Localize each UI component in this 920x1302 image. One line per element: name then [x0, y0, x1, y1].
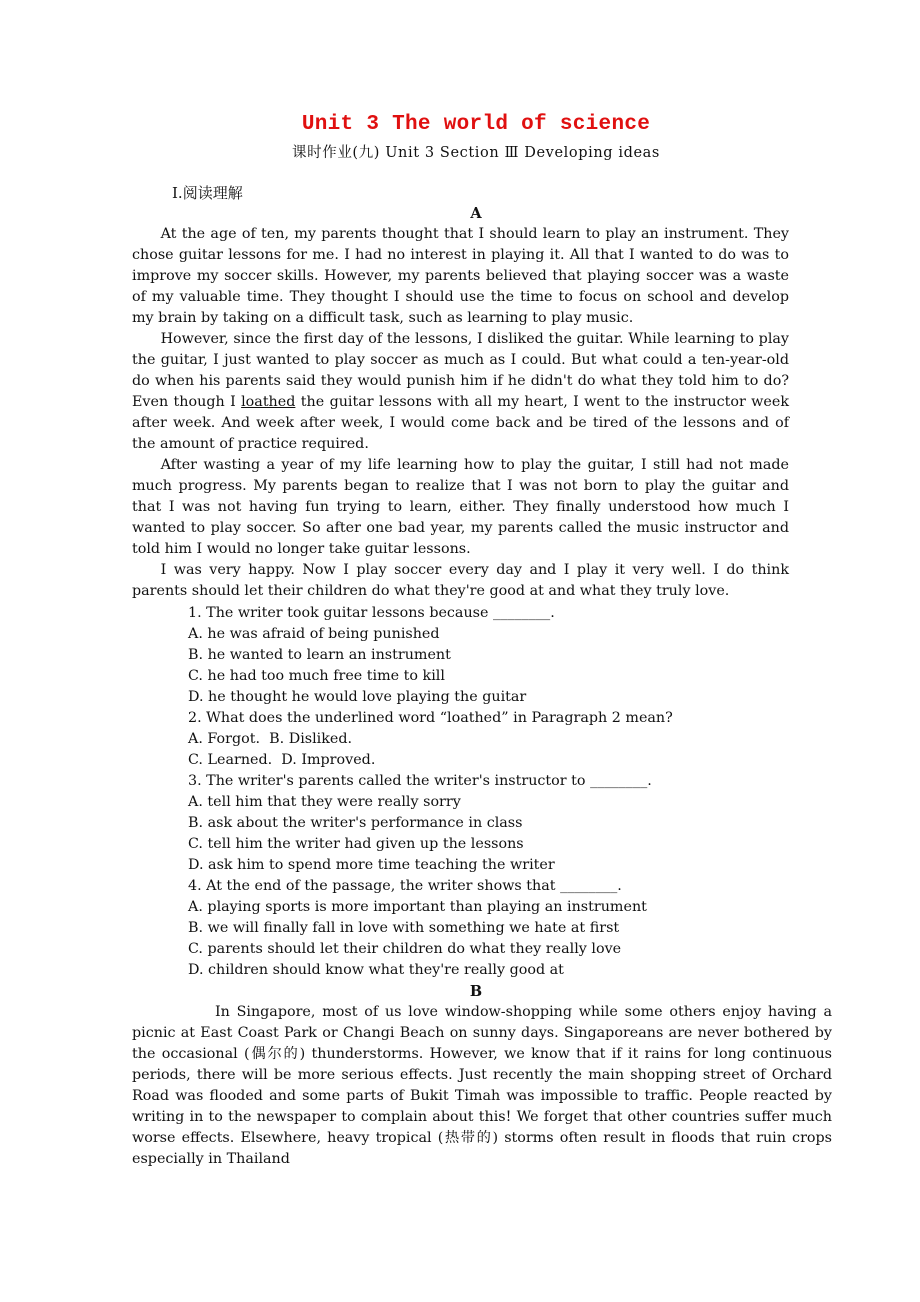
- question-3-option-a[interactable]: A. tell him that they were really sorry: [188, 794, 461, 810]
- passage-a-paragraph-2: [132, 329, 789, 455]
- question-2-options-cd[interactable]: C. Learned. D. Improved.: [188, 752, 376, 768]
- question-3-stem: 3. The writer's parents called the writer's instructor to ________.: [188, 773, 652, 789]
- question-4-option-d[interactable]: D. children should know what they're really good at: [188, 962, 564, 978]
- page-title: Unit 3 The world of science: [301, 113, 651, 136]
- passage-a-paragraph-4: I was very happy. Now I play soccer every day and I play it very well. I do think parents should let their children do what they're good at and what they truly love.: [132, 562, 789, 599]
- question-1-option-a[interactable]: A. he was afraid of being punished: [188, 626, 440, 642]
- question-1-option-b[interactable]: B. he wanted to learn an instrument: [188, 647, 451, 663]
- questions: [132, 603, 789, 981]
- question-1-option-d[interactable]: D. he thought he would love playing the guitar: [188, 689, 527, 705]
- question-3-option-c[interactable]: C. tell him the writer had given up the lessons: [188, 836, 524, 852]
- passage-b: [132, 1002, 832, 1170]
- passage-b-paragraph-1: In Singapore, most of us love window-shopping while some others enjoy having a picnic at East Coast Park or Changi Beach on sunny days. Singaporeans are never bothered by the occasional (偶尔的) thunderstorms. However, we know that if it rains for long continuous periods, there will be more serious effects. Just recently the main shopping street of Orchard Road was flooded and some parts of Bukit Timah was impossible to traffic. People reacted by writing in to the newspaper to complain about this! We forget that other countries suffer much worse effects. Elsewhere, heavy tropical (热带的) storms often result in floods that ruin crops especially in Thailand: [132, 1004, 832, 1167]
- passage-a-paragraph-1: At the age of ten, my parents thought that I should learn to play an instrument. They chose guitar lessons for me. I had no interest in playing it. All that I wanted to do was to improve my soccer skills. However, my parents believed that playing soccer was a waste of my valuable time. They thought I should use the time to focus on school and develop my brain by taking on a difficult task, such as learning to play music.: [132, 226, 789, 326]
- question-2-stem: 2. What does the underlined word “loathed” in Paragraph 2 mean?: [188, 710, 673, 726]
- question-4-stem: 4. At the end of the passage, the writer shows that ________.: [188, 878, 622, 894]
- paragraph-2-text-after: the guitar lessons with all my heart, I went to the instructor week after week. And week after week, I would come back and be tired of the lessons and of the amount of practice required.: [132, 394, 790, 452]
- question-4-option-a[interactable]: A. playing sports is more important than playing an instrument: [188, 899, 647, 915]
- page-subtitle: 课时作业(九) Unit 3 Section Ⅲ Developing ideas: [292, 145, 660, 161]
- question-4-option-c[interactable]: C. parents should let their children do what they really love: [188, 941, 622, 957]
- section-heading: Ⅰ.阅读理解: [172, 184, 243, 202]
- question-2-options-ab[interactable]: A. Forgot. B. Disliked.: [188, 731, 353, 747]
- passage-b-label: B: [469, 983, 483, 1000]
- passage-a-label: A: [470, 205, 482, 222]
- underlined-word: loathed: [241, 394, 296, 410]
- passage-a: [132, 224, 789, 602]
- question-1-stem: 1. The writer took guitar lessons because ________.: [188, 605, 555, 621]
- question-3-option-b[interactable]: B. ask about the writer's performance in class: [188, 815, 523, 831]
- passage-a-paragraph-3: After wasting a year of my life learning how to play the guitar, I still had not made much progress. My parents began to realize that I was not born to play the guitar and that I was not having fun trying to learn, either. They finally understood how much I wanted to play soccer. So after one bad year, my parents called the music instructor and told him I would no longer take guitar lessons.: [132, 457, 789, 557]
- question-3-option-d[interactable]: D. ask him to spend more time teaching the writer: [188, 857, 555, 873]
- question-1-option-c[interactable]: C. he had too much free time to kill: [188, 668, 445, 684]
- paragraph-2-text-before: However, since the first day of the lessons, I disliked the guitar. While learning to play the guitar, I just wanted to play soccer as much as I could. But what could a ten-year-old do when his parents said they would punish him if he didn't do what they told him to do? Even though I: [132, 331, 789, 410]
- question-4-option-b[interactable]: B. we will finally fall in love with something we hate at first: [188, 920, 620, 936]
